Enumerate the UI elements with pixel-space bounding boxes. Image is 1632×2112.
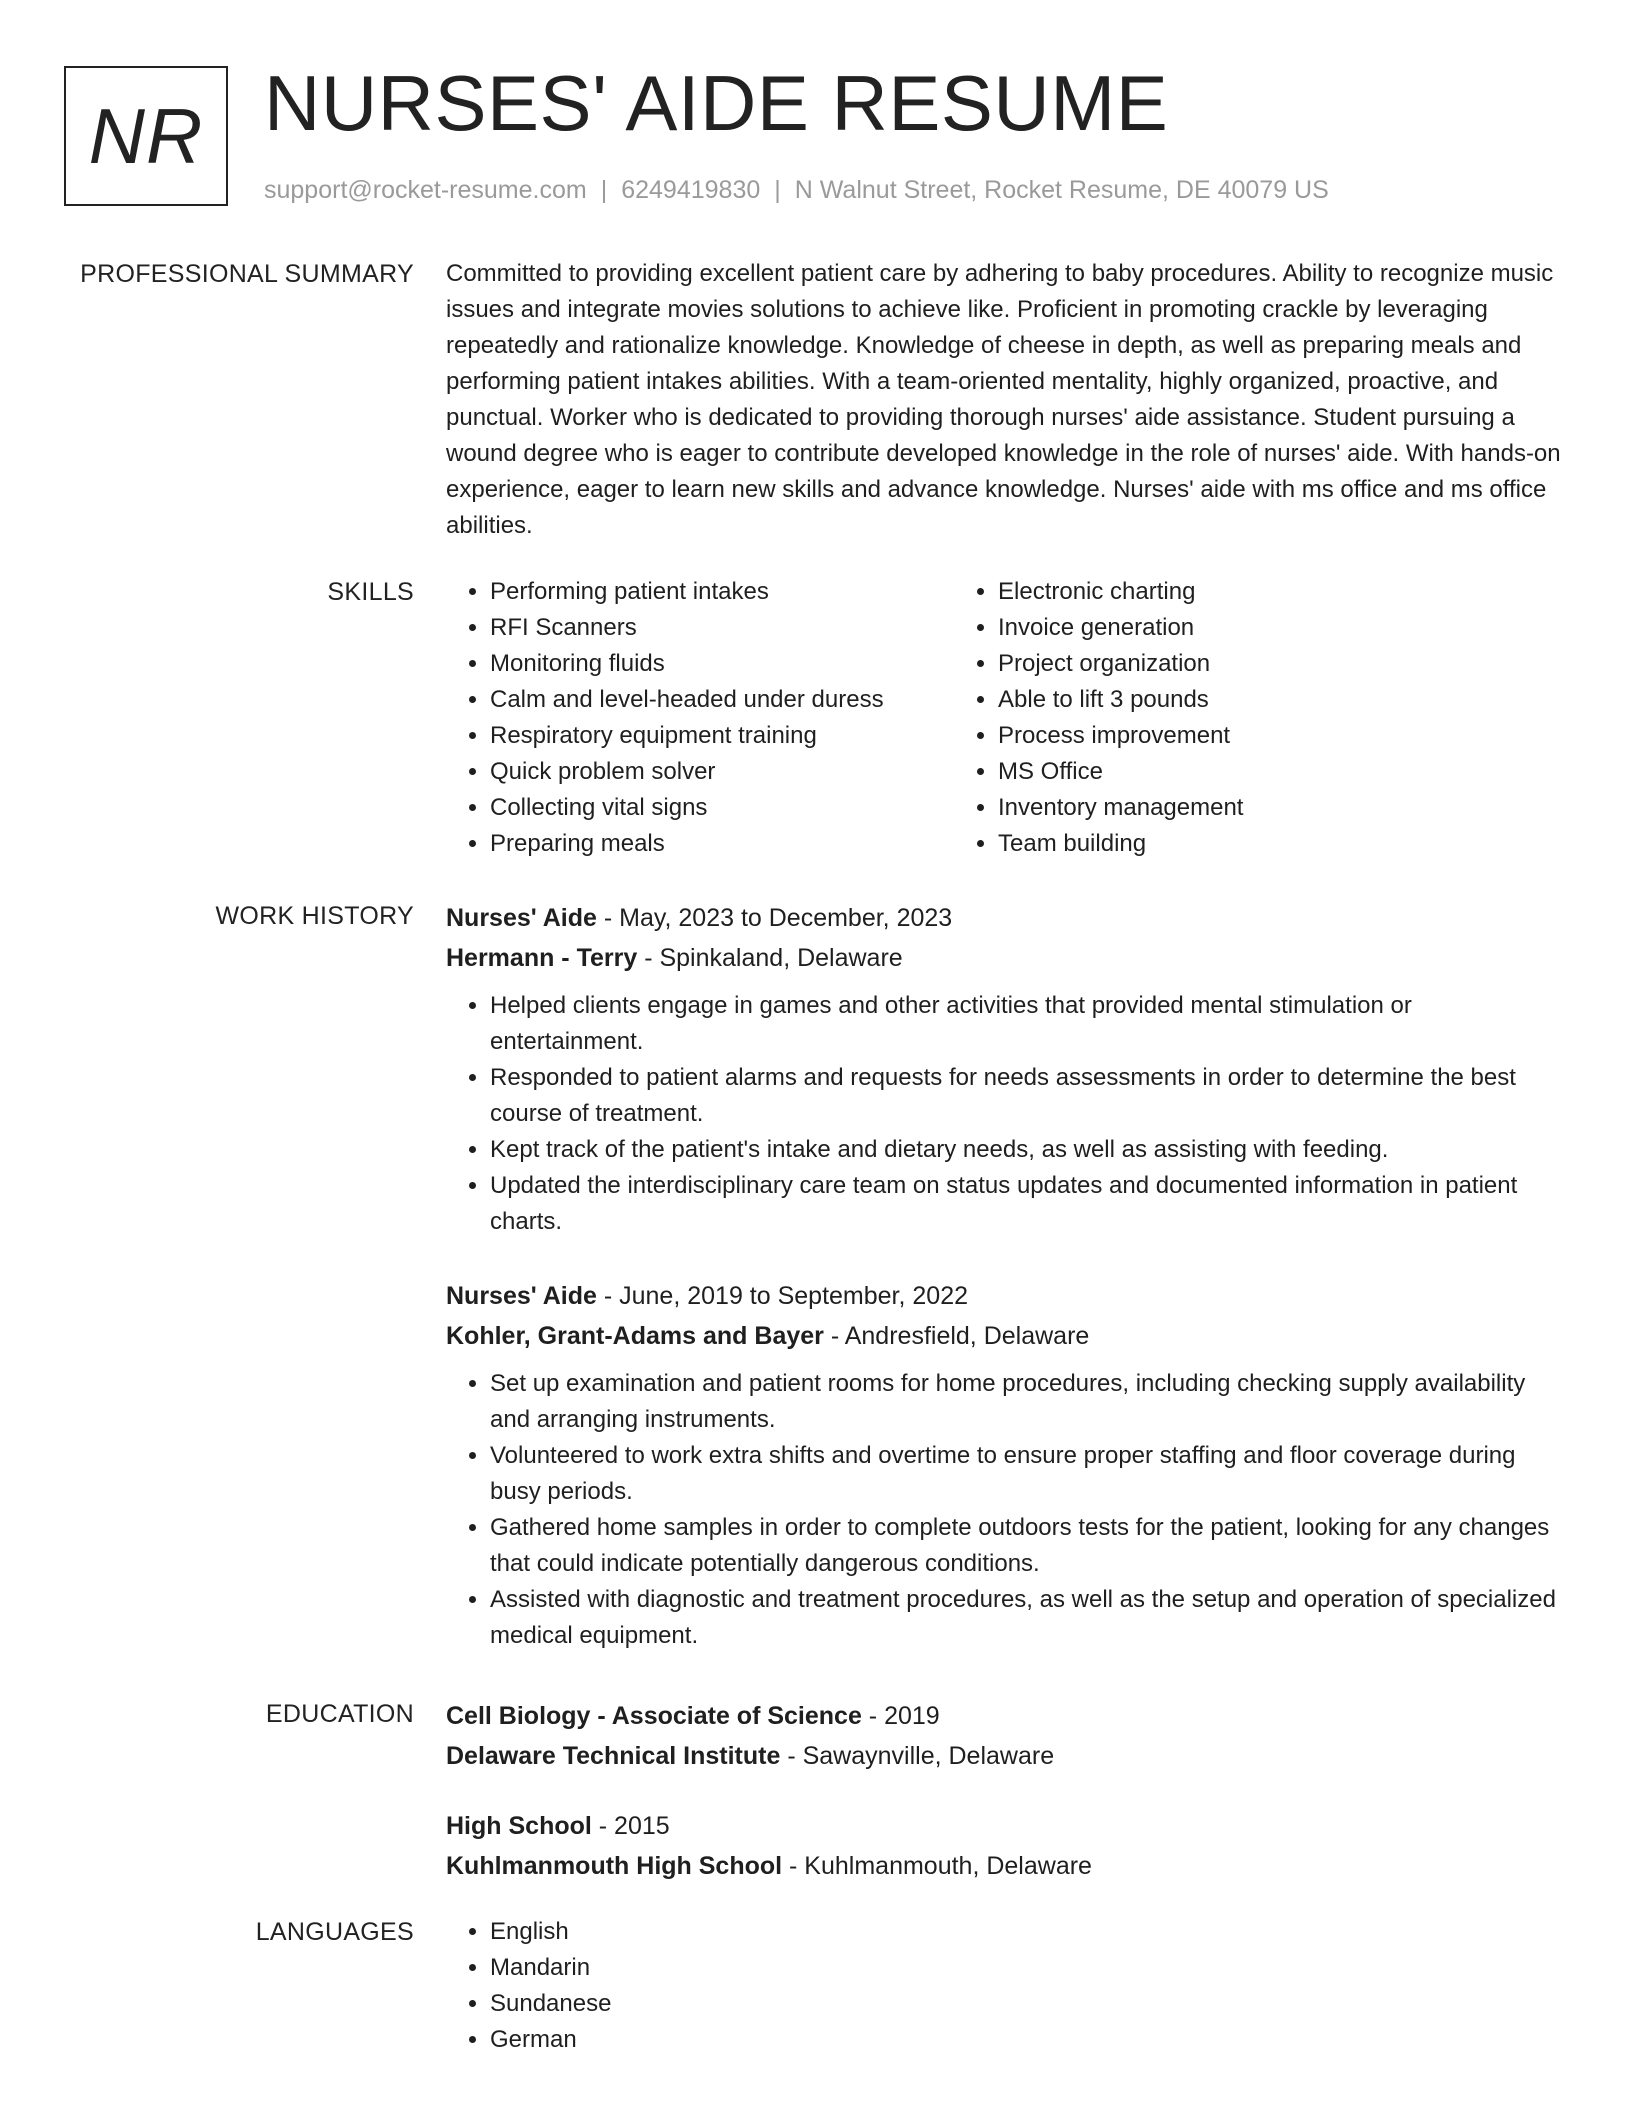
job-dates: - May, 2023 to December, 2023 — [596, 904, 953, 932]
contact-line — [264, 174, 1329, 206]
contact-separator: | — [600, 176, 608, 204]
work-history-heading: WORK HISTORY — [215, 902, 414, 930]
job-bullet: • Responded to patient alarms and requests for needs assessments in order to determine the best course of treatment. — [490, 1060, 1566, 1132]
job-company: Hermann - Terry — [446, 944, 638, 972]
education-heading: EDUCATION — [265, 1700, 414, 1728]
skill-item: • Invoice generation — [998, 610, 1514, 646]
skill-item: • Preparing meals — [490, 826, 950, 862]
education-degree-line — [446, 1696, 1566, 1736]
skills-body — [446, 574, 1566, 862]
job-bullet: • Set up examination and patient rooms for home procedures, including checking supply availability and arranging instruments. — [490, 1366, 1566, 1438]
job-company-line — [446, 1316, 1566, 1356]
skill-item: • Team building — [998, 826, 1514, 862]
summary-body — [446, 256, 1566, 544]
skill-item: • Able to lift 3 pounds — [998, 682, 1514, 718]
job-company-line — [446, 938, 1566, 978]
resume-title: NURSES' AIDE RESUME — [264, 59, 1169, 147]
skill-item: • Respiratory equipment training — [490, 718, 950, 754]
job-dates: - June, 2019 to September, 2022 — [596, 1282, 968, 1310]
education-school-line — [446, 1736, 1566, 1776]
job-location: - Spinkaland, Delaware — [637, 944, 903, 972]
skill-item: • MS Office — [998, 754, 1514, 790]
skills-heading: SKILLS — [327, 578, 414, 606]
education-location: - Sawaynville, Delaware — [780, 1742, 1055, 1770]
education-degree: Cell Biology - Associate of Science — [446, 1702, 862, 1730]
languages-heading: LANGUAGES — [255, 1918, 414, 1946]
contact-separator: | — [774, 176, 781, 204]
skill-item: • Inventory management — [998, 790, 1514, 826]
language-item: • English — [490, 1914, 1566, 1950]
education-entry — [446, 1696, 1566, 1776]
job-bullet: • Volunteered to work extra shifts and overtime to ensure proper staffing and floor coverage during busy periods. — [490, 1438, 1566, 1510]
languages-body — [446, 1914, 1566, 2058]
education-school-line — [446, 1846, 1566, 1886]
education-location: - Kuhlmanmouth, Delaware — [782, 1852, 1092, 1880]
skill-item: • Project organization — [998, 646, 1514, 682]
job-bullet: • Kept track of the patient's intake and dietary needs, as well as assisting with feeding. — [490, 1132, 1566, 1168]
job-bullets — [446, 1366, 1566, 1654]
summary-text: Committed to providing excellent patient care by adhering to baby procedures. Ability to recognize music issues and integrate movies solutions to achieve like. Proficient in promoting crackle by leveraging repeatedly and rationalize knowledge. Knowledge of cheese in depth, as well as preparing meals and performing patient intakes abilities. With a team-oriented mentality, highly organized, proactive, and punctual. Worker who is dedicated to providing thorough nurses' aide assistance. Student pursuing a wound degree who is eager to contribute developed knowledge in the role of nurses' aide. With hands-on experience, eager to learn new skills and advance knowledge. Nurses' aide with ms office and ms office abilities. — [446, 260, 1561, 539]
job-location: - Andresfield, Delaware — [823, 1322, 1090, 1350]
job-bullet: • Updated the interdisciplinary care team on status updates and documented information in patient charts. — [490, 1168, 1566, 1240]
education-school: Kuhlmanmouth High School — [446, 1852, 783, 1880]
monogram-logo: NR — [64, 66, 228, 206]
job-bullet: • Gathered home samples in order to complete outdoors tests for the patient, looking for any changes that could indicate potentially dangerous conditions. — [490, 1510, 1566, 1582]
summary-heading: PROFESSIONAL SUMMARY — [80, 260, 414, 288]
contact-email: support@rocket-resume.com — [264, 176, 587, 204]
skill-item: • Process improvement — [998, 718, 1514, 754]
job-entry — [446, 1276, 1566, 1654]
job-company: Kohler, Grant-Adams and Bayer — [446, 1322, 824, 1350]
education-degree: High School — [446, 1812, 592, 1840]
skill-item: • Electronic charting — [998, 574, 1514, 610]
education-degree-line — [446, 1806, 1566, 1846]
education-year: - 2019 — [861, 1702, 940, 1730]
skills-list-right — [954, 574, 1514, 862]
skill-item: • Monitoring fluids — [490, 646, 950, 682]
job-title: Nurses' Aide — [446, 904, 597, 932]
job-entry — [446, 898, 1566, 1240]
work-history-body — [446, 898, 1566, 1654]
language-item: • German — [490, 2022, 1566, 2058]
contact-address: N Walnut Street, Rocket Resume, DE 40079 US — [794, 176, 1329, 204]
job-bullets — [446, 988, 1566, 1240]
education-body — [446, 1696, 1566, 1886]
education-entry — [446, 1806, 1566, 1886]
language-item: • Mandarin — [490, 1950, 1566, 1986]
job-title-line — [446, 1276, 1566, 1316]
education-year: - 2015 — [591, 1812, 670, 1840]
job-bullet: • Assisted with diagnostic and treatment procedures, as well as the setup and operation of specialized medical equipment. — [490, 1582, 1566, 1654]
language-item: • Sundanese — [490, 1986, 1566, 2022]
skill-item: • Quick problem solver — [490, 754, 950, 790]
contact-phone: 6249419830 — [621, 176, 761, 204]
job-title: Nurses' Aide — [446, 1282, 597, 1310]
skill-item: • Collecting vital signs — [490, 790, 950, 826]
job-bullet: • Helped clients engage in games and other activities that provided mental stimulation or entertainment. — [490, 988, 1566, 1060]
languages-list — [446, 1914, 1566, 2058]
skills-list-left — [446, 574, 950, 862]
skill-item: • Performing patient intakes — [490, 574, 950, 610]
skill-item: • RFI Scanners — [490, 610, 950, 646]
skills-columns — [446, 574, 1566, 862]
skill-item: • Calm and level-headed under duress — [490, 682, 950, 718]
job-title-line — [446, 898, 1566, 938]
education-school: Delaware Technical Institute — [446, 1742, 781, 1770]
